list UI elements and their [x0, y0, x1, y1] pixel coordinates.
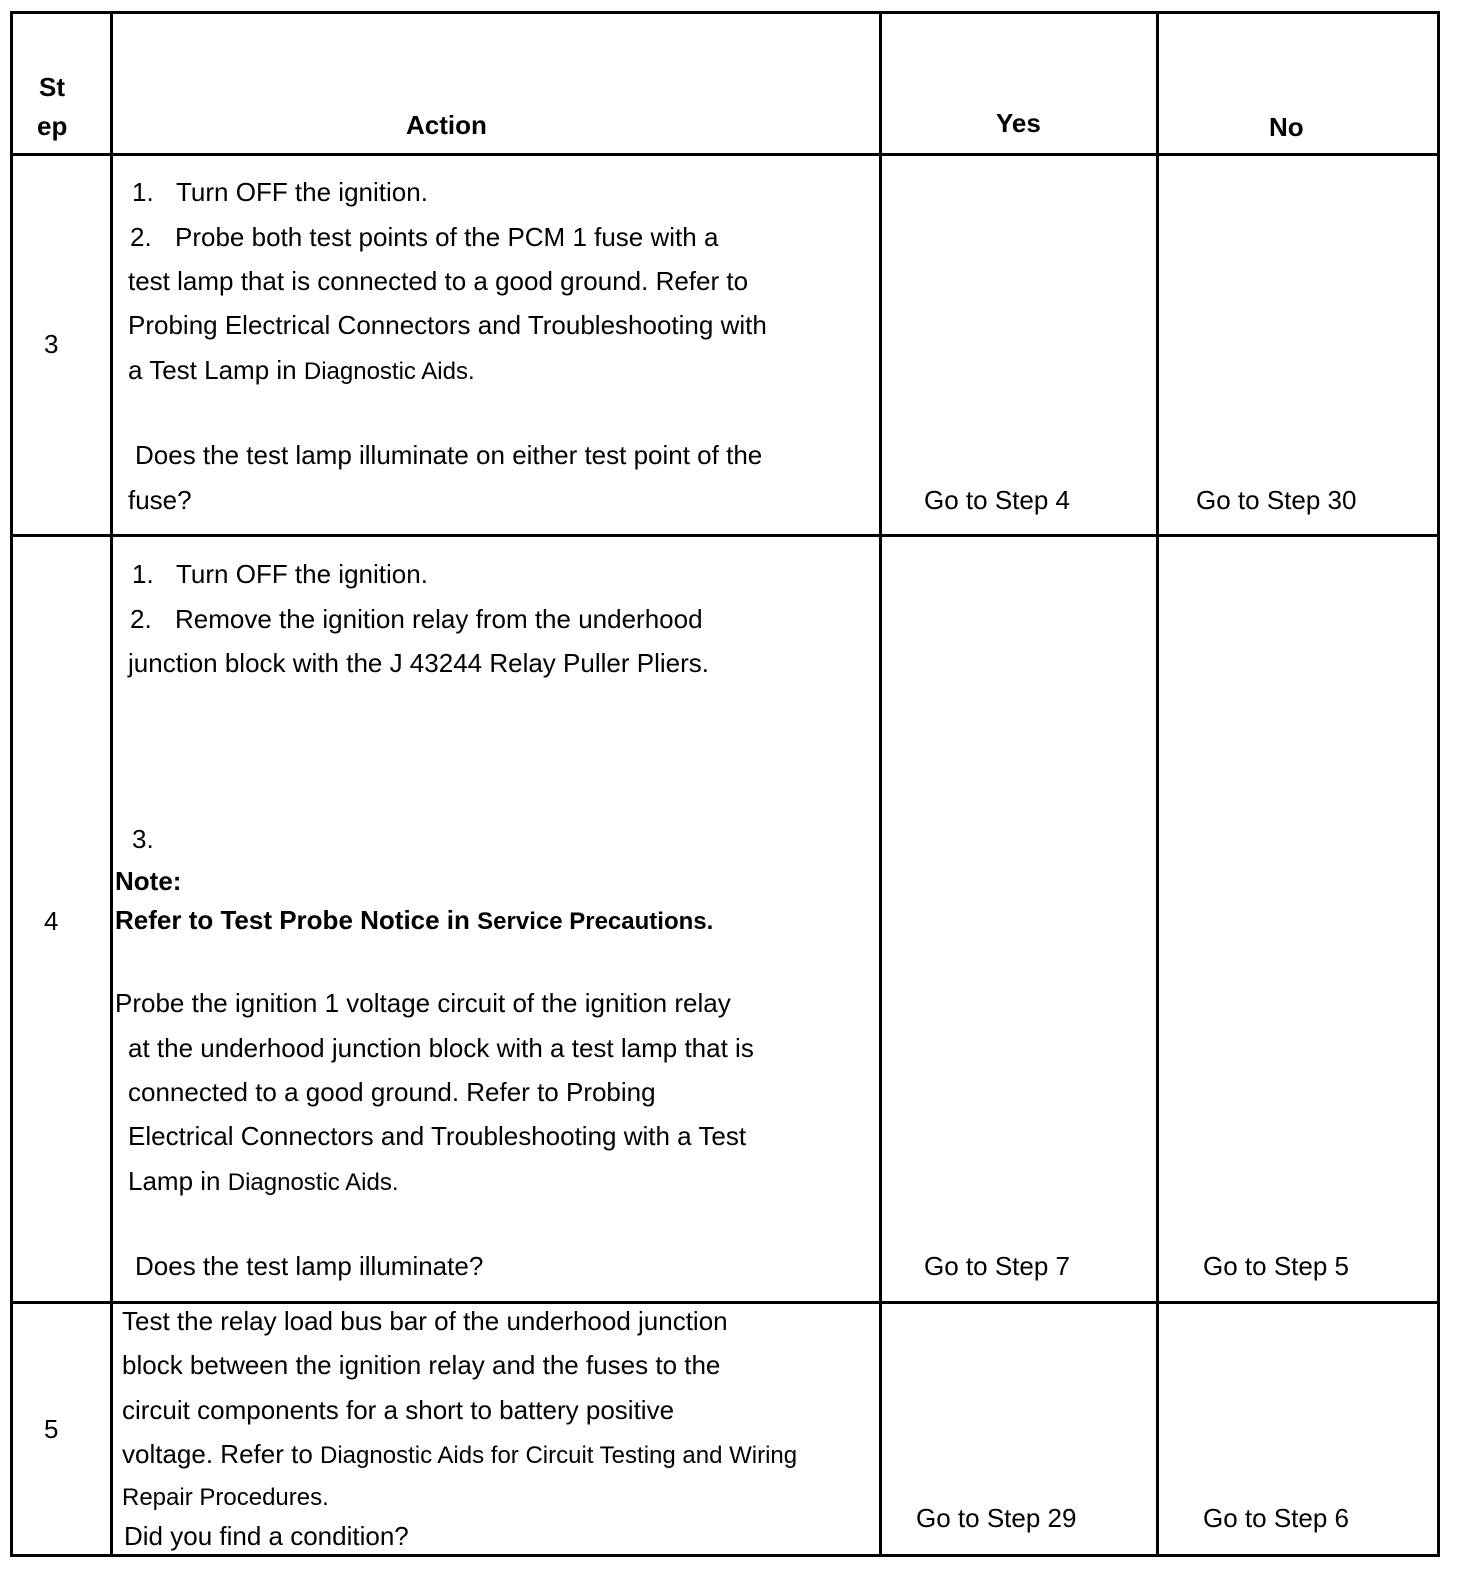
row3-yes-result: Go to Step 4	[924, 485, 1070, 515]
header-step-line1: St	[39, 72, 65, 102]
row4-item2-number: 2.	[130, 604, 152, 634]
row5-line1: Test the relay load bus bar of the underhood junction	[122, 1306, 728, 1336]
row4-no-result: Go to Step 5	[1203, 1251, 1349, 1281]
row3-item1-number: 1.	[132, 177, 154, 207]
row5-yes-result: Go to Step 29	[916, 1503, 1077, 1533]
row4-paragraph-line5: Lamp in Diagnostic Aids.	[128, 1166, 399, 1196]
row4-paragraph-line3: connected to a good ground. Refer to Probing	[128, 1077, 656, 1107]
header-step-line2: ep	[37, 111, 68, 141]
column-divider-yes	[1156, 14, 1159, 1554]
row3-no-result: Go to Step 30	[1196, 485, 1357, 515]
column-divider-action	[879, 14, 882, 1554]
row4-item2-text: Remove the ignition relay from the underhood	[175, 604, 703, 634]
header-no: No	[1269, 112, 1304, 142]
row4-yes-result: Go to Step 7	[924, 1251, 1070, 1281]
row5-no-result: Go to Step 6	[1203, 1503, 1349, 1533]
row3-question-line1: Does the test lamp illuminate on either test point of the	[135, 440, 763, 470]
row4-diagnostic-aids-ref: Diagnostic Aids.	[227, 1169, 399, 1196]
row4-item3-number: 3.	[132, 824, 154, 854]
row3-line4: Probing Electrical Connectors and Troubleshooting with	[128, 310, 767, 340]
row5-step-number: 5	[44, 1414, 59, 1444]
column-divider-step	[110, 14, 113, 1554]
row3-line3: test lamp that is connected to a good ground. Refer to	[128, 266, 749, 296]
row5-diagnostic-aids-ref: Diagnostic Aids for Circuit Testing and Wiring	[320, 1442, 798, 1469]
header-yes: Yes	[996, 108, 1041, 138]
row5-line3: circuit components for a short to battery positive	[122, 1395, 675, 1425]
row3-item1-text: Turn OFF the ignition.	[176, 177, 428, 207]
row4-note-label: Note:	[115, 866, 182, 896]
row4-note-text: Refer to Test Probe Notice in Service Precautions.	[115, 905, 714, 935]
row3-step-number: 3	[44, 329, 59, 359]
row4-service-precautions-ref: Service Precautions.	[477, 908, 714, 935]
header-action: Action	[406, 110, 487, 140]
header-row-divider	[13, 153, 1437, 156]
row3-item2-number: 2.	[130, 222, 152, 252]
row4-paragraph-line1: Probe the ignition 1 voltage circuit of the ignition relay	[115, 988, 731, 1018]
row-divider-4	[13, 1301, 1437, 1304]
row5-line4: voltage. Refer to Diagnostic Aids for Circuit Testing and Wiring	[122, 1439, 798, 1469]
row4-step-number: 4	[44, 906, 59, 936]
row4-paragraph-line4: Electrical Connectors and Troubleshooting with a Test	[128, 1121, 747, 1151]
row-divider-3	[13, 534, 1437, 537]
row3-line5: a Test Lamp in Diagnostic Aids.	[128, 355, 475, 385]
row5-line2: block between the ignition relay and the fuses to the	[122, 1350, 721, 1380]
row4-item1-number: 1.	[132, 559, 154, 589]
row4-line3: junction block with the J 43244 Relay Puller Pliers.	[128, 648, 709, 678]
row5-question: Did you find a condition?	[124, 1521, 409, 1551]
row3-question-line2: fuse?	[128, 485, 192, 515]
row3-item2-text: Probe both test points of the PCM 1 fuse with a	[175, 222, 719, 252]
row4-question: Does the test lamp illuminate?	[135, 1251, 484, 1281]
row4-paragraph-line2: at the underhood junction block with a test lamp that is	[128, 1033, 754, 1063]
row3-diagnostic-aids-ref: Diagnostic Aids.	[303, 358, 475, 385]
row4-item1-text: Turn OFF the ignition.	[176, 559, 428, 589]
row5-line5: Repair Procedures.	[122, 1484, 329, 1511]
